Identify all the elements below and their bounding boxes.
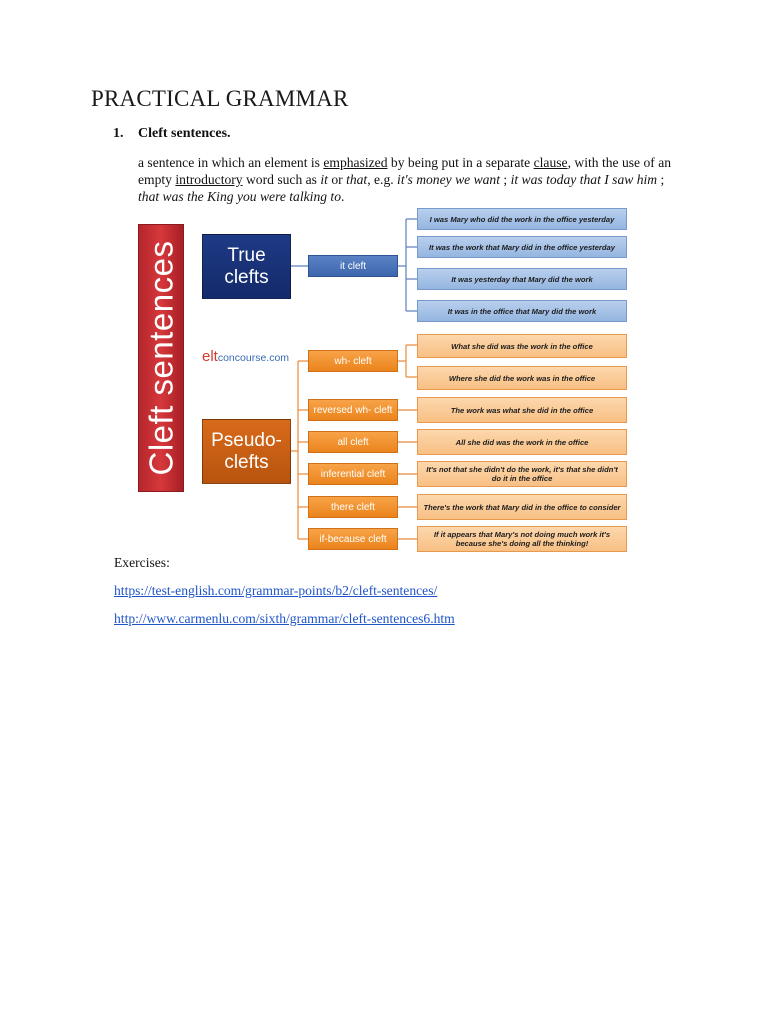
sub-pseudo-2-text: all cleft [337, 436, 369, 448]
diagram-main-label: Cleft sentences [142, 240, 179, 476]
example-pseudo-5-0-text: If it appears that Mary's not doing much work it's because she's doing all the thinking! [433, 530, 611, 548]
definition-paragraph: a sentence in which an element is emphasized by being put in a separate clause, with the use of an empty introductory word such as it or that, e.g. it's money we want ; it was today that I saw him ; that was the King you were talking to. [138, 155, 672, 204]
sub-pseudo-5-text: if-because cleft [319, 533, 387, 545]
example-pseudo-2-0 [417, 429, 627, 455]
example-pseudo-4-0-text: There's the work that Mary did in the office to consider [423, 502, 621, 512]
example-it-cleft-0-text: I was Mary who did the work in the office yesterday [429, 214, 615, 224]
example-it-cleft-2-text: It was yesterday that Mary did the work [451, 274, 593, 284]
exercises-label: Exercises: [114, 555, 170, 570]
sub-pseudo-3 [308, 463, 398, 485]
section-heading-text: Cleft sentences. [138, 126, 231, 141]
term-introductory: introductory [175, 172, 243, 187]
example-pseudo-1-0-text: The work was what she did in the office [450, 405, 594, 415]
example-1: it's money we want [397, 172, 501, 187]
pseudo-clefts-box [202, 419, 291, 484]
diagram-main-box [138, 224, 184, 492]
cleft-sentences-diagram [138, 212, 630, 556]
logo-domain: concourse.com [217, 352, 290, 364]
example-pseudo-0-1-text: Where she did the work was in the office [448, 373, 596, 383]
example-it-cleft-1-text: It was the work that Mary did in the office yesterday [429, 242, 615, 252]
logo-elt: elt [202, 348, 218, 365]
example-2: it was today that I saw him [510, 172, 658, 187]
example-pseudo-1-0 [417, 397, 627, 423]
example-it-cleft-1 [417, 236, 627, 258]
term-emphasized: emphasized [323, 155, 388, 170]
example-3: that was the King you were talking to [138, 189, 342, 204]
sub-pseudo-5 [308, 528, 398, 550]
sub-pseudo-2 [308, 431, 398, 453]
page-title: PRACTICAL GRAMMAR [91, 86, 349, 111]
sub-pseudo-4 [308, 496, 398, 518]
true-clefts-box [202, 234, 291, 299]
example-pseudo-3-0 [417, 461, 627, 487]
sub-it-cleft [308, 255, 398, 277]
example-pseudo-2-0-text: All she did was the work in the office [455, 437, 589, 447]
sub-pseudo-0-text: wh- cleft [334, 355, 372, 367]
sub-pseudo-1-text: reversed wh- cleft [313, 404, 393, 416]
sub-pseudo-0 [308, 350, 398, 372]
pseudo-clefts-label: Pseudo-clefts [211, 429, 282, 473]
exercise-link-carmenlu[interactable]: http://www.carmenlu.com/sixth/grammar/cleft-sentences6.htm [114, 611, 455, 626]
example-it-cleft-2 [417, 268, 627, 290]
elt-concourse-logo [202, 348, 289, 365]
sub-pseudo-3-text: inferential cleft [320, 468, 386, 480]
example-pseudo-5-0 [417, 526, 627, 552]
example-pseudo-3-0-text: It's not that she didn't do the work, it's that she didn't do it in the office [426, 465, 618, 483]
section-number: 1. [113, 126, 124, 141]
section-heading [113, 126, 231, 142]
example-it-cleft-0 [417, 208, 627, 230]
sub-it-cleft-text: it cleft [339, 260, 367, 272]
sub-pseudo-1 [308, 399, 398, 421]
true-clefts-label: True clefts [224, 244, 269, 288]
example-pseudo-0-0-text: What she did was the work in the office [451, 341, 593, 351]
example-pseudo-0-1 [417, 366, 627, 390]
example-pseudo-4-0 [417, 494, 627, 520]
term-clause: clause [533, 155, 568, 170]
example-it-cleft-3-text: It was in the office that Mary did the work [447, 306, 597, 316]
exercise-link-test-english[interactable]: https://test-english.com/grammar-points/b2/cleft-sentences/ [114, 583, 438, 598]
sub-pseudo-4-text: there cleft [331, 501, 375, 513]
example-it-cleft-3 [417, 300, 627, 322]
example-pseudo-0-0 [417, 334, 627, 358]
